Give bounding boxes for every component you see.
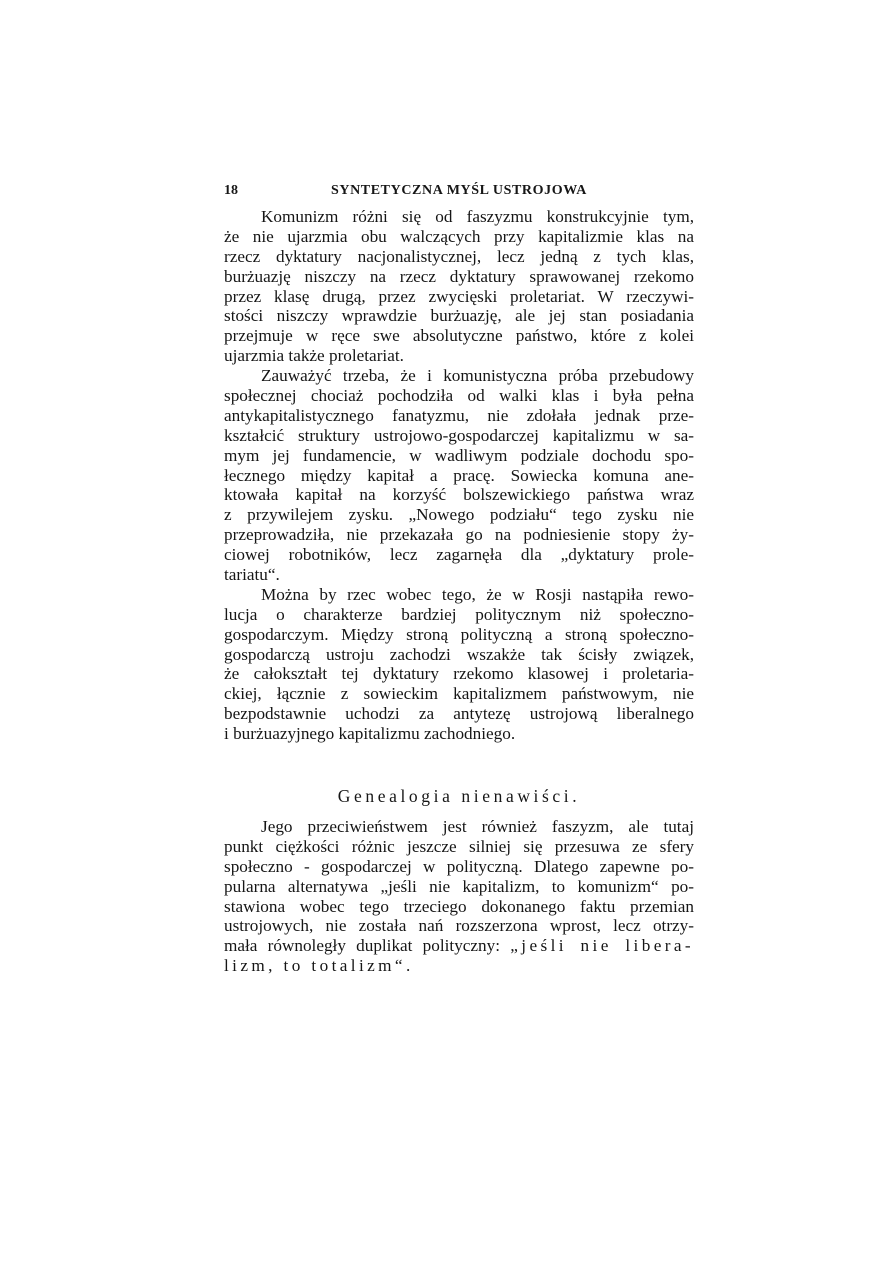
text-line: Jego przeciwieństwem jest również faszyzm, ale tutaj [261, 817, 694, 836]
text-line: gospodarczą ustroju zachodzi wszakże tak ścisły związek, [224, 644, 694, 664]
spaced-quote: „jeśli nie libera- [510, 936, 694, 956]
text-line: mym jej fundamencie, w wadliwym podziale dochodu spo- [224, 445, 694, 465]
text-line: lucja o charakterze bardziej politycznym niż społeczno- [224, 604, 694, 624]
section-body [224, 207, 694, 744]
running-title: SYNTETYCZNA MYŚL USTROJOWA [331, 183, 587, 198]
text-line: rzecz dyktatury nacjonalistycznej, lecz jedną z tych klas, [224, 246, 694, 266]
text-line: przez klasę drugą, przez zwycięski proletariat. W rzeczywi- [224, 286, 694, 306]
text-line: antykapitalistycznego fanatyzmu, nie zdołała jednak prze- [224, 405, 694, 425]
text-line: Komunizm różni się od faszyzmu konstrukcyjnie tym, [261, 207, 694, 226]
text-line: przeprowadziła, nie przekazała go na podniesienie stopy ży- [224, 525, 694, 545]
text-line: burżuazję niszczy na rzecz dyktatury sprawowanej rzekomo [224, 266, 694, 286]
text-segment: mała równoległy duplikat polityczny: [224, 936, 501, 956]
text-line: tariatu“. [224, 565, 280, 585]
section-heading: Genealogia nienawiści. [337, 786, 581, 806]
text-line [224, 936, 694, 956]
text-line: punkt ciężkości różnic jeszcze silniej się przesuwa ze sfery [224, 836, 694, 856]
text-line: że całokształt tej dyktatury rzekomo klasowej i proletaria- [224, 664, 694, 684]
spaced-quote-end: lizm, to totalizm“. [224, 956, 414, 976]
page-number: 18 [224, 183, 238, 198]
text-line: ktowała kapitał na korzyść bolszewickiego państwa wraz [224, 485, 694, 505]
text-line: społecznej chociaż pochodziła od walki klas i była pełna [224, 386, 694, 406]
text-line: bezpodstawnie uchodzi za antytezę ustrojową liberalnego [224, 704, 694, 724]
text-line: stości niszczy wprawdzie burżuazję, ale jej stan posiadania [224, 306, 694, 326]
text-line: łecznego między kapitał a pracę. Sowiecka komuna ane- [224, 465, 694, 485]
text-line: i burżuazyjnego kapitalizmu zachodniego. [224, 724, 516, 744]
text-line: Można by rzec wobec tego, że w Rosji nastąpiła rewo- [261, 584, 694, 604]
text-line: Zauważyć trzeba, że i komunistyczna próba przebudowy [261, 366, 694, 386]
text-line: z przywilejem zysku. „Nowego podziału“ tego zysku nie [224, 505, 694, 525]
section-2-body [224, 817, 694, 976]
text-line: ckiej, łącznie z sowieckim kapitalizmem państwowym, nie [224, 684, 694, 704]
text-line: ujarzmia także proletariat. [224, 346, 404, 366]
text-line: przejmuje w ręce swe absolutyczne państwo, które z kolei [224, 326, 694, 346]
text-line: że nie ujarzmia obu walczących przy kapitalizmie klas na [224, 226, 694, 246]
text-line: gospodarczym. Między stroną polityczną a stroną społeczno- [224, 624, 694, 644]
text-line: stawiona wobec tego trzeciego dokonanego faktu przemian [224, 896, 694, 916]
text-line [224, 956, 694, 976]
text-line: pularna alternatywa „jeśli nie kapitalizm, to komunizm“ po- [224, 876, 694, 896]
text-line: ciowej robotników, lecz zagarnęła dla „dyktatury prole- [224, 545, 694, 565]
text-line: ustrojowych, nie została nań rozszerzona wprost, lecz otrzy- [224, 916, 694, 936]
text-line: społeczno - gospodarczej w polityczną. Dlatego zapewne po- [224, 856, 694, 876]
text-line: kształcić struktury ustrojowo-gospodarczej kapitalizmu w sa- [224, 425, 694, 445]
